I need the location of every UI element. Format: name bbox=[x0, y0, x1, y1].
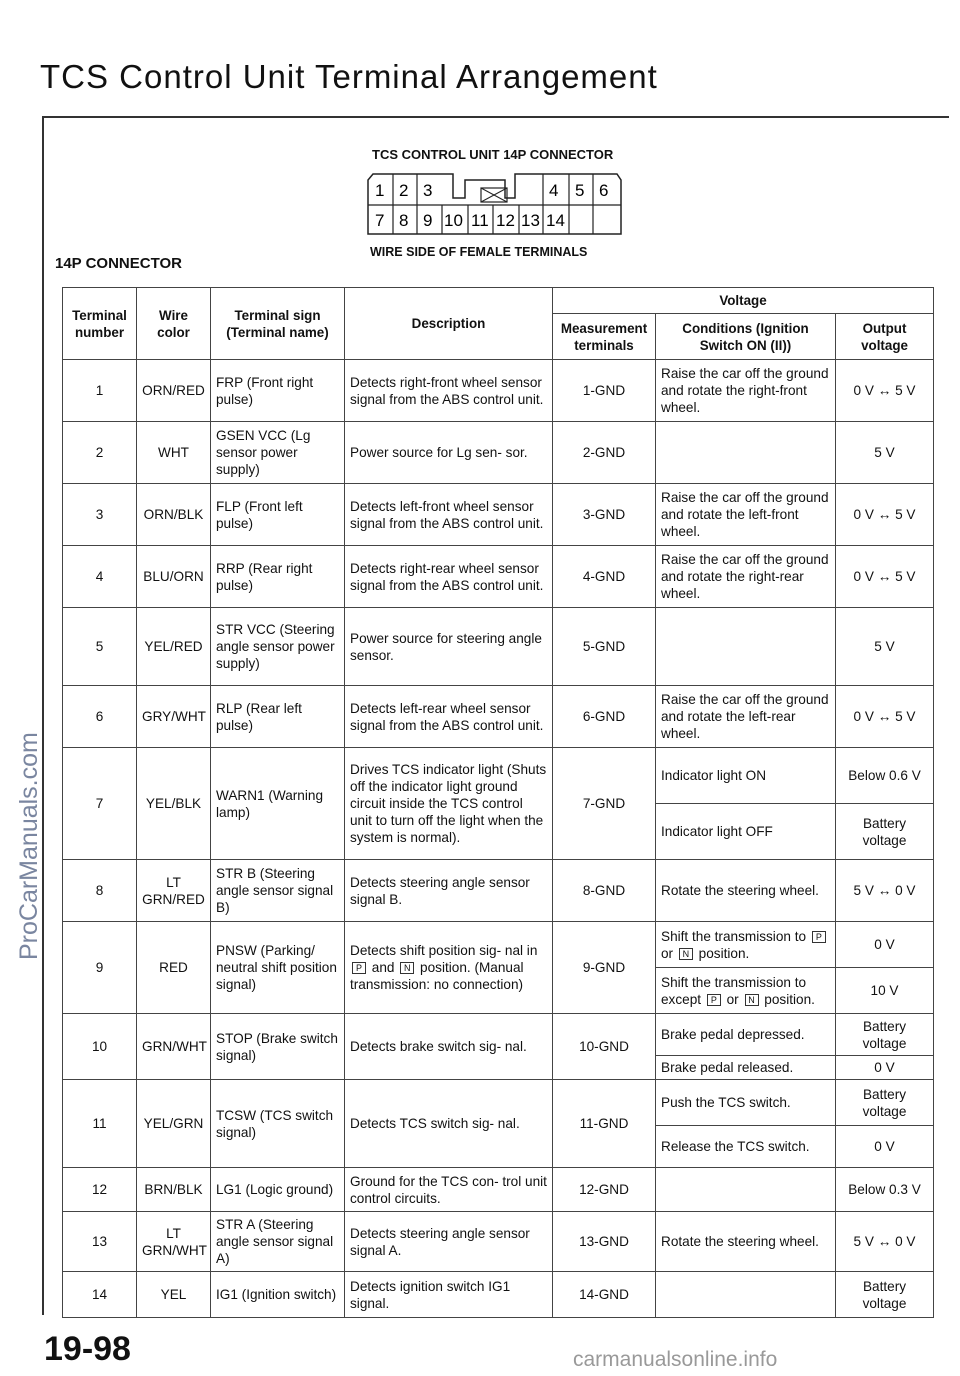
table-row: 14 YEL IG1 (Ignition switch) Detects ignition switch IG1 signal. 14-GND Battery voltage bbox=[63, 1272, 934, 1318]
pin-2: 2 bbox=[399, 181, 409, 200]
terminal-table bbox=[62, 287, 934, 1318]
connector-label: 14P CONNECTOR bbox=[55, 255, 182, 272]
table-row: 5 YEL/RED STR VCC (Steering angle sensor power supply) Power source for steering angle sensor. 5-GND 5 V bbox=[63, 608, 934, 686]
table-row: 13 LT GRN/WHT STR A (Steering angle sensor signal A) Detects steering angle sensor signal A. 13-GND Rotate the steering wheel. 5 V ↔ 0 V bbox=[63, 1212, 934, 1272]
pin-13: 13 bbox=[521, 211, 540, 230]
table-row: 6 GRY/WHT RLP (Rear left pulse) Detects left-rear wheel sensor signal from the ABS control unit. 6-GND Raise the car off the ground and rotate the left-rear wheel. 0 V ↔ 5 V bbox=[63, 686, 934, 748]
p-key-icon: P bbox=[812, 931, 826, 943]
table-row: 1 ORN/RED FRP (Front right pulse) Detects right-front wheel sensor signal from the ABS control unit. 1-GND Raise the car off the ground and rotate the right-front wheel. 0 V ↔ 5 V bbox=[63, 360, 934, 422]
header-output: Output voltage bbox=[836, 314, 934, 360]
table-row: 3 ORN/BLK FLP (Front left pulse) Detects left-front wheel sensor signal from the ABS control unit. 3-GND Raise the car off the ground and rotate the left-front wheel. 0 V ↔ 5 V bbox=[63, 484, 934, 546]
pin-12: 12 bbox=[496, 211, 515, 230]
pin-8: 8 bbox=[399, 211, 409, 230]
footer-site-link[interactable]: carmanualsonline.info bbox=[573, 1348, 778, 1371]
pin-14: 14 bbox=[546, 211, 565, 230]
header-description: Description bbox=[345, 288, 553, 360]
table-row: 12 BRN/BLK LG1 (Logic ground) Ground for the TCS con- trol unit control circuits. 12-GND Below 0.3 V bbox=[63, 1168, 934, 1212]
pin-1: 1 bbox=[375, 181, 385, 200]
pin-6: 6 bbox=[599, 181, 609, 200]
n-key-icon: N bbox=[679, 948, 693, 960]
p-key-icon: P bbox=[707, 994, 721, 1006]
table-row: 8 LT GRN/RED STR B (Steering angle sensor signal B) Detects steering angle sensor signal B. 8-GND Rotate the steering wheel. 5 V ↔ 0 V bbox=[63, 860, 934, 922]
header-terminal-number: Terminal number bbox=[63, 288, 137, 360]
table-row: Brake pedal released. 0 V bbox=[63, 1056, 934, 1080]
table-row: 2 WHT GSEN VCC (Lg sensor power supply) Power source for Lg sen- sor. 2-GND 5 V bbox=[63, 422, 934, 484]
pin-11: 11 bbox=[471, 211, 489, 230]
n-key-icon: N bbox=[745, 994, 759, 1006]
page-number: 19-98 bbox=[44, 1330, 131, 1368]
pin-9: 9 bbox=[423, 211, 433, 230]
header-wire-color: Wire color bbox=[137, 288, 211, 360]
header-conditions: Conditions (Ignition Switch ON (II)) bbox=[656, 314, 836, 360]
table-row: 10 GRN/WHT STOP (Brake switch signal) Detects brake switch sig- nal. 10-GND Brake pedal depressed. Battery voltage bbox=[63, 1014, 934, 1056]
header-measurement: Measurement terminals bbox=[553, 314, 656, 360]
table-row: 11 YEL/GRN TCSW (TCS switch signal) Detects TCS switch sig- nal. 11-GND Push the TCS switch. Battery voltage bbox=[63, 1080, 934, 1126]
n-key-icon: N bbox=[400, 962, 414, 974]
pin-4: 4 bbox=[549, 181, 559, 200]
p-key-icon: P bbox=[352, 962, 366, 974]
table-row: Indicator light OFF Battery voltage bbox=[63, 804, 934, 860]
connector-footnote: WIRE SIDE OF FEMALE TERMINALS bbox=[370, 245, 588, 259]
header-voltage: Voltage bbox=[553, 288, 934, 314]
table-row: 7 YEL/BLK WARN1 (Warning lamp) Drives TCS indicator light (Shuts off the indicator light ground circuit inside the TCS control unit to turn off the light when the system is normal). 7-GND Indicator light ON Below 0.6 V bbox=[63, 748, 934, 804]
page-title: TCS Control Unit Terminal Arrangement bbox=[40, 58, 658, 95]
connector-title: TCS CONTROL UNIT 14P CONNECTOR bbox=[372, 147, 614, 162]
table-row: 9 RED PNSW (Parking/ neutral shift position signal) Detects shift position sig- nal in P and N position. (Manual transmission: no connection) 9-GND Shift the transmission to P or N position. 0 V bbox=[63, 922, 934, 968]
header-terminal-sign: Terminal sign (Terminal name) bbox=[211, 288, 345, 360]
watermark: ProCarManuals.com bbox=[15, 732, 43, 960]
pin-7: 7 bbox=[375, 211, 385, 230]
table-row: Shift the transmission to except P or N position. 10 V bbox=[63, 968, 934, 1014]
table-row: 4 BLU/ORN RRP (Rear right pulse) Detects right-rear wheel sensor signal from the ABS control unit. 4-GND Raise the car off the ground and rotate the right-rear wheel. 0 V ↔ 5 V bbox=[63, 546, 934, 608]
pin-5: 5 bbox=[575, 181, 585, 200]
pin-10: 10 bbox=[444, 211, 463, 230]
pin-3: 3 bbox=[423, 181, 433, 200]
table-row: Release the TCS switch. 0 V bbox=[63, 1126, 934, 1168]
connector-diagram bbox=[365, 172, 625, 242]
